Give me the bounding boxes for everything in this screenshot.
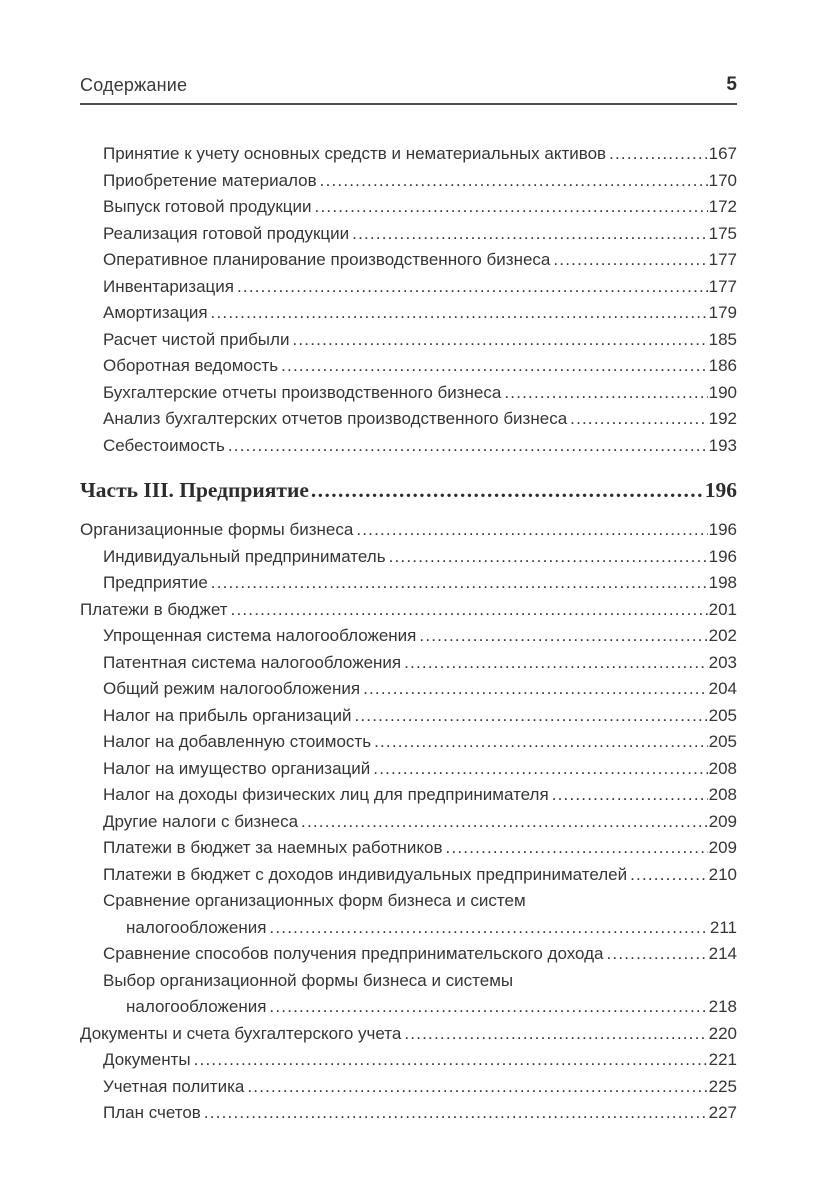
toc-entry-title: Общий режим налогообложения xyxy=(103,679,361,698)
toc-entry-title: Предприятие xyxy=(103,573,208,592)
dot-leader xyxy=(356,517,707,544)
toc-entry xyxy=(80,756,737,783)
dot-leader xyxy=(553,247,707,274)
toc-entry xyxy=(80,623,737,650)
toc-entry-title: Инвентаризация xyxy=(103,276,234,296)
toc-blocks xyxy=(80,141,737,1127)
toc-entry xyxy=(80,544,737,571)
toc-entry-title: Платежи в бюджет xyxy=(80,599,228,619)
toc-entry-page: 193 xyxy=(708,435,737,455)
toc-entry-page: 190 xyxy=(708,382,737,402)
toc-entry xyxy=(80,1047,737,1074)
dot-leader xyxy=(269,915,708,942)
dot-leader xyxy=(301,809,708,836)
dot-leader xyxy=(609,141,708,168)
toc-entry xyxy=(80,570,737,597)
toc-entry xyxy=(80,194,737,221)
dot-leader xyxy=(228,433,708,460)
toc-entry-title: Себестоимость xyxy=(103,435,225,455)
toc-entry-page: 205 xyxy=(708,705,737,725)
dot-leader xyxy=(292,327,707,354)
toc-entry-title: Налог на доходы физических лиц для предпринимателя xyxy=(103,785,549,804)
toc-entry-page: 177 xyxy=(708,276,737,296)
toc-entry-title: Оперативное планирование производственного бизнеса xyxy=(103,250,551,269)
toc-entry-page: 167 xyxy=(708,144,737,163)
dot-leader xyxy=(211,300,708,327)
toc-entry-continuation xyxy=(80,994,737,1021)
dot-leader xyxy=(320,168,708,195)
toc-entry-page: 209 xyxy=(708,811,737,831)
dot-leader xyxy=(311,475,703,505)
toc-entry-title: Другие налоги с бизнеса xyxy=(103,811,299,831)
page-header xyxy=(80,74,737,105)
toc-entry-title: Упрощенная система налогообложения xyxy=(103,626,417,645)
toc-entry-page: 196 xyxy=(708,546,737,566)
toc-entry-page: 177 xyxy=(708,250,737,269)
toc-entry xyxy=(80,380,737,407)
dot-leader xyxy=(504,380,707,407)
toc-entry-title: Расчет чистой прибыли xyxy=(103,329,290,349)
dot-leader xyxy=(354,703,707,730)
dot-leader xyxy=(194,1047,708,1074)
toc-entry xyxy=(80,1021,737,1048)
toc-entry xyxy=(80,327,737,354)
toc-entry-page: 185 xyxy=(708,329,737,349)
toc-entry-title: Выпуск готовой продукции xyxy=(103,197,312,216)
toc-entry-page: 203 xyxy=(708,652,737,672)
toc-entry xyxy=(80,274,737,301)
toc-entry-title: Амортизация xyxy=(103,303,208,322)
toc-entry-title: налогообложения xyxy=(126,997,267,1016)
dot-leader xyxy=(231,597,708,624)
toc-entry-title: Реализация готовой продукции xyxy=(103,223,350,243)
toc-entry-title: Индивидуальный предприниматель xyxy=(103,546,386,566)
toc-entry xyxy=(80,782,737,809)
toc-part-heading-title: Часть III. Предприятие xyxy=(80,478,309,502)
toc-entry-page: 208 xyxy=(708,758,737,778)
toc-entry-page: 210 xyxy=(708,864,737,884)
toc-entry-page: 175 xyxy=(708,223,737,243)
toc-part-heading xyxy=(80,475,737,505)
dot-leader xyxy=(269,994,707,1021)
toc-entry xyxy=(80,650,737,677)
toc-entry-title: Учетная политика xyxy=(103,1076,245,1096)
toc-entry-title: План счетов xyxy=(103,1103,201,1122)
toc-entry-page: 179 xyxy=(708,303,737,322)
toc-page xyxy=(80,74,737,1127)
toc-entry-page: 170 xyxy=(708,170,737,190)
dot-leader xyxy=(204,1100,708,1127)
toc-entry xyxy=(80,888,737,915)
running-title: Содержание xyxy=(80,75,188,95)
toc-entry-title: Сравнение организационных форм бизнеса и систем xyxy=(103,891,526,910)
toc-entry xyxy=(80,300,737,327)
toc-entry-page: 196 xyxy=(708,520,737,539)
dot-leader xyxy=(352,221,707,248)
toc-entry-title: Принятие к учету основных средств и нематериальных активов xyxy=(103,144,607,163)
toc-entry-page: 172 xyxy=(708,197,737,216)
toc-entry-page: 227 xyxy=(708,1103,737,1122)
toc-entry xyxy=(80,862,737,889)
toc-entry-page: 202 xyxy=(708,626,737,645)
dot-leader xyxy=(552,782,708,809)
toc-entry-title: Анализ бухгалтерских отчетов производственного бизнеса xyxy=(103,409,568,428)
toc-entry xyxy=(80,597,737,624)
toc-entry xyxy=(80,406,737,433)
toc-entry-title: Документы и счета бухгалтерского учета xyxy=(80,1023,402,1043)
toc-entry xyxy=(80,729,737,756)
toc-entry xyxy=(80,247,737,274)
toc-entry-title: Платежи в бюджет за наемных работников xyxy=(103,838,443,857)
toc-entry-title: Организационные формы бизнеса xyxy=(80,520,354,539)
dot-leader xyxy=(281,353,708,380)
toc-entry-page: 211 xyxy=(709,917,737,937)
toc-entry-title: Приобретение материалов xyxy=(103,170,317,190)
toc-entry-page: 192 xyxy=(708,409,737,428)
toc-entry-title: Налог на прибыль организаций xyxy=(103,705,352,725)
toc-entry-title: Сравнение способов получения предпринимательского дохода xyxy=(103,944,604,963)
toc-entry xyxy=(80,433,737,460)
dot-leader xyxy=(211,570,708,597)
toc-entry-page: 208 xyxy=(708,785,737,804)
toc-entry xyxy=(80,168,737,195)
toc-entry xyxy=(80,835,737,862)
dot-leader xyxy=(374,729,708,756)
toc-entry-title: налогообложения xyxy=(126,917,267,937)
toc-entry-page: 218 xyxy=(708,997,737,1016)
toc-entry-page: 214 xyxy=(708,944,737,963)
toc-entry-page: 221 xyxy=(708,1050,737,1069)
toc-entry xyxy=(80,517,737,544)
dot-leader xyxy=(315,194,708,221)
toc-entry-page: 209 xyxy=(708,838,737,857)
toc-entry-page: 201 xyxy=(708,599,737,619)
dot-leader xyxy=(404,650,708,677)
toc-entry-title: Патентная система налогообложения xyxy=(103,652,402,672)
toc-entry-title: Оборотная ведомость xyxy=(103,356,279,375)
dot-leader xyxy=(606,941,707,968)
toc-entry xyxy=(80,703,737,730)
toc-entry xyxy=(80,1100,737,1127)
dot-leader xyxy=(419,623,707,650)
dot-leader xyxy=(570,406,707,433)
dot-leader xyxy=(389,544,708,571)
toc-entry xyxy=(80,1074,737,1101)
toc-entry-title: Налог на имущество организаций xyxy=(103,758,371,778)
toc-entry xyxy=(80,941,737,968)
toc-entry xyxy=(80,353,737,380)
dot-leader xyxy=(373,756,707,783)
dot-leader xyxy=(630,862,708,889)
dot-leader xyxy=(247,1074,707,1101)
dot-leader xyxy=(446,835,708,862)
dot-leader xyxy=(237,274,708,301)
toc-entry-page: 220 xyxy=(708,1023,737,1043)
toc-entry xyxy=(80,221,737,248)
toc-entry-title: Налог на добавленную стоимость xyxy=(103,732,372,751)
toc-entry-title: Платежи в бюджет с доходов индивидуальных предпринимателей xyxy=(103,864,628,884)
toc-entry xyxy=(80,968,737,995)
toc-entry-title: Выбор организационной формы бизнеса и системы xyxy=(103,970,514,990)
toc-entry-title: Документы xyxy=(103,1050,191,1069)
toc-entry-page: 204 xyxy=(708,679,737,698)
toc-part-heading-page: 196 xyxy=(704,478,737,502)
dot-leader xyxy=(363,676,708,703)
toc-entry-continuation xyxy=(80,915,737,942)
toc-entry xyxy=(80,809,737,836)
toc-entry xyxy=(80,141,737,168)
toc-entry-page: 205 xyxy=(708,732,737,751)
dot-leader xyxy=(404,1021,707,1048)
toc-entry-page: 186 xyxy=(708,356,737,375)
page-number: 5 xyxy=(726,74,737,95)
toc-entry-page: 225 xyxy=(708,1076,737,1096)
toc-entry xyxy=(80,676,737,703)
toc-entry-title: Бухгалтерские отчеты производственного бизнеса xyxy=(103,382,502,402)
toc-entry-page: 198 xyxy=(708,573,737,592)
